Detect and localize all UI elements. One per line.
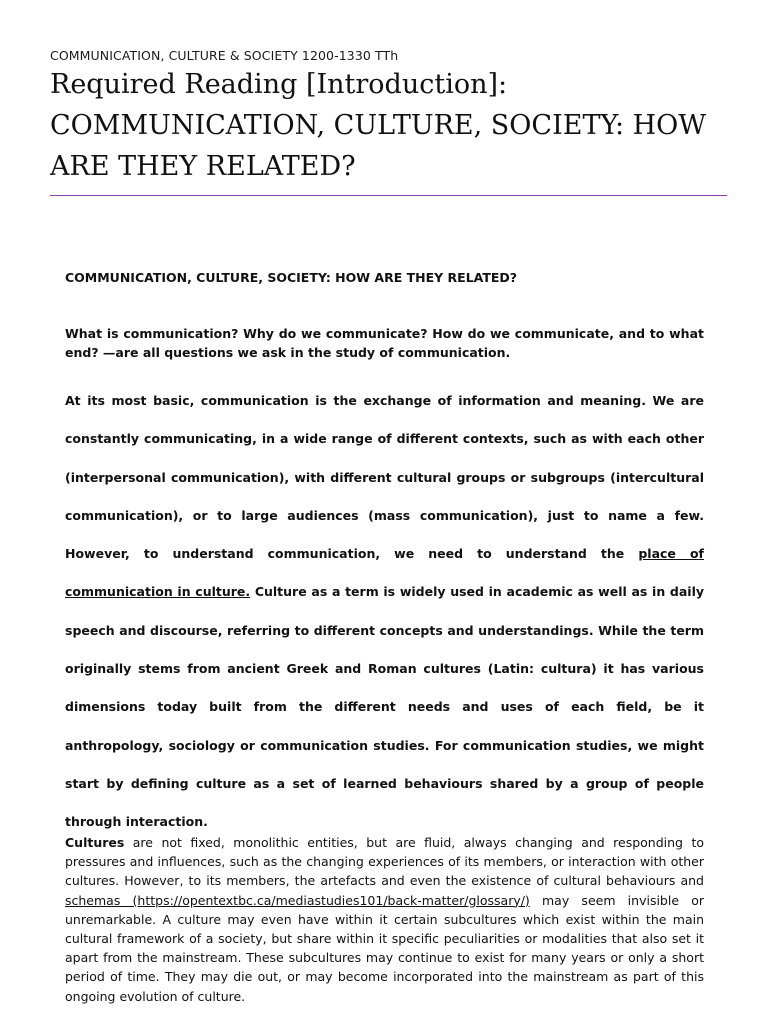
- page-title: Required Reading [Introduction]: COMMUNICATION, CULTURE, SOCIETY: HOW ARE THEY RELATED?: [50, 69, 707, 182]
- cultures-text-before-link: are not fixed, monolithic entities, but are fluid, always changing and responding to pressures and influences, such as the changing experiences of its members, or interaction with other cultures. However, to its members, the artefacts and even the existence of cultural behaviours and: [65, 835, 704, 889]
- cultures-text-after-link: may seem invisible or unremarkable. A culture may even have within it certain subcultures which exist within the main cultural framework of a society, but share within it specific peculiarities or modalities that also set it apart from the mainstream. These subcultures may continue to exist for many years or only a short period of time. They may die out, or may become incorporated into the mainstream as part of this ongoing evolution of culture.: [65, 892, 704, 1004]
- cultures-lead-word: Cultures: [65, 835, 125, 850]
- basics-text-before-link: At its most basic, communication is the exchange of information and meaning. We are constantly communicating, in a wide range of different contexts, such as with each other (interpersonal communication), with different cultural groups or subgroups (intercultural communication), or to large audiences (mass communication), just to name a few. However, to understand communication, we need to understand the: [65, 393, 704, 562]
- communication-basics-paragraph: [65, 382, 704, 842]
- section-heading: COMMUNICATION, CULTURE, SOCIETY: HOW ARE THEY RELATED?: [65, 270, 518, 285]
- basics-text-after-link: Culture as a term is widely used in academic as well as in daily speech and discourse, referring to different concepts and understandings. While the term originally stems from ancient Greek and Roman cultures (Latin: cultura) it has various dimensions today built from the different needs and uses of each field, be it anthropology, sociology or communication studies. For communication studies, we might start by defining culture as a set of learned behaviours shared by a group of people through interaction.: [65, 584, 704, 830]
- intro-questions-paragraph: What is communication? Why do we communicate? How do we communicate, and to what end? —are all questions we ask in the study of communication.: [65, 326, 704, 360]
- cultures-paragraph: [65, 833, 704, 1006]
- schemas-glossary-link[interactable]: schemas (https://opentextbc.ca/mediastudies101/back-matter/glossary/): [65, 892, 530, 908]
- course-label: COMMUNICATION, CULTURE & SOCIETY 1200-1330 TTh: [50, 48, 399, 63]
- title-divider: [50, 195, 727, 196]
- place-of-communication-link[interactable]: place of communication in culture.: [65, 546, 704, 600]
